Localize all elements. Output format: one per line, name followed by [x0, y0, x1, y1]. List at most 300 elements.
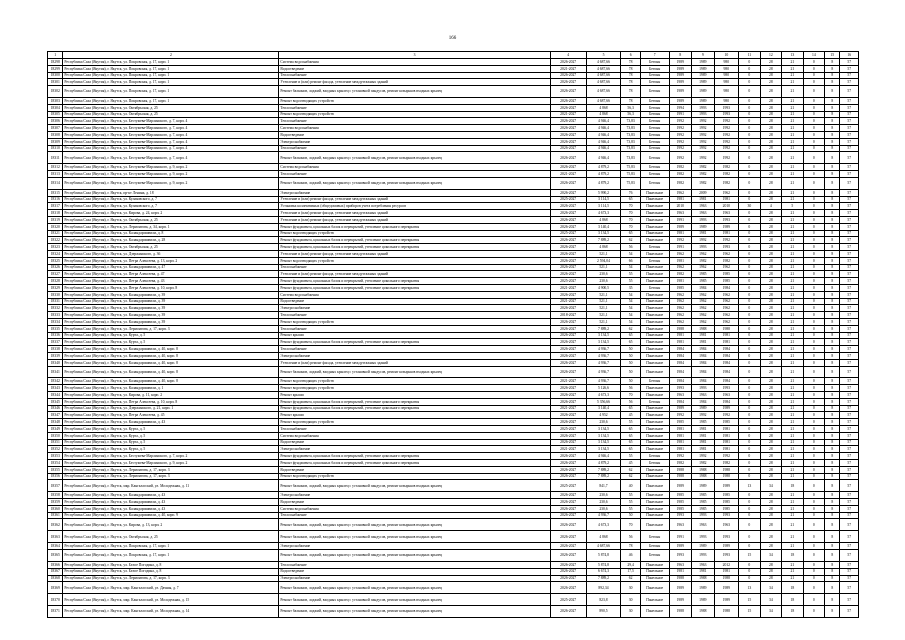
table-cell: 4 868: [586, 111, 621, 118]
table-cell: 4 936,7: [586, 366, 621, 378]
table-cell: 1984: [692, 398, 715, 405]
table-cell: 2026-2027: [550, 531, 586, 543]
table-row: [48, 244, 859, 251]
table-cell: 1992: [692, 132, 715, 139]
table-cell: 1985: [669, 284, 692, 291]
table-cell: Теплоснабжение: [279, 72, 550, 79]
table-cell: 18317: [48, 203, 63, 210]
table-cell: 0: [739, 164, 761, 171]
table-cell: 18338: [48, 346, 63, 353]
table-cell: 1985: [714, 278, 739, 285]
table-cell: 57: [840, 291, 859, 298]
table-cell: 0: [739, 230, 761, 237]
table-cell: 1984: [669, 366, 692, 378]
table-row: [48, 352, 859, 359]
table-cell: 0: [739, 98, 761, 105]
table-cell: 8: [825, 237, 840, 244]
column-number: 6: [621, 52, 640, 59]
table-cell: 4 936,7: [586, 346, 621, 353]
table-cell: Ремонт водоотводящих устройств: [279, 419, 550, 426]
table-cell: Бетонн: [640, 550, 669, 562]
table-cell: 8: [825, 312, 840, 319]
table-cell: 1963: [669, 519, 692, 531]
table-cell: 0: [803, 203, 825, 210]
table-cell: 57: [840, 575, 859, 582]
table-cell: 1993: [692, 512, 715, 519]
table-cell: Республика Саха (Якутия), г. Якутск, ул. Петра Алексеева, д. 13, корп. 2: [63, 257, 279, 264]
table-cell: Бетонн: [640, 138, 669, 145]
table-cell: 1963: [669, 210, 692, 217]
table-cell: Бетонн: [640, 164, 669, 171]
table-cell: Панельное: [640, 505, 669, 512]
table-cell: 2026-2027: [550, 359, 586, 366]
header-row: [48, 52, 859, 59]
table-cell: 1985: [714, 271, 739, 278]
table-cell: 1984: [692, 378, 715, 385]
table-cell: 8: [825, 98, 840, 105]
table-cell: 0: [739, 132, 761, 139]
table-cell: Республика Саха (Якутия), г. Якутск, ул. Каландаришвили, д. 39: [63, 312, 279, 319]
table-cell: 28: [760, 244, 782, 251]
table-cell: Ремонт фундамента, цокольных балок и перекрытий, утепление цокольного перекрытия: [279, 278, 550, 285]
table-cell: Панельное: [640, 582, 669, 594]
table-cell: 57: [840, 271, 859, 278]
table-cell: 57: [840, 480, 859, 492]
table-cell: 28: [760, 512, 782, 519]
table-cell: 0: [803, 291, 825, 298]
column-number: 1: [48, 52, 63, 59]
table-cell: 0: [803, 65, 825, 72]
table-cell: 1989: [692, 594, 715, 606]
table-cell: 8: [825, 480, 840, 492]
table-cell: 18327: [48, 271, 63, 278]
table-cell: 8: [825, 419, 840, 426]
table-cell: 0: [739, 145, 761, 152]
table-row: [48, 312, 859, 319]
table-cell: 54: [621, 251, 640, 258]
table-row: [48, 519, 859, 531]
table-cell: 2026-2027: [550, 189, 586, 196]
table-cell: 1991: [669, 531, 692, 543]
table-cell: Ремонт водоотводящих устройств: [279, 111, 550, 118]
table-cell: 21: [782, 339, 804, 346]
table-cell: Республика Саха (Якутия), г. Якутск, ул. Каландаришвили, д. 43: [63, 419, 279, 426]
table-cell: Электроснабжение: [279, 446, 550, 453]
table-cell: Водоотведение: [279, 499, 550, 506]
table-cell: 62: [621, 237, 640, 244]
table-cell: 3 114,5: [586, 203, 621, 210]
table-cell: Панельное: [640, 473, 669, 480]
table-cell: 1982: [669, 271, 692, 278]
table-cell: 21: [782, 543, 804, 550]
table-cell: 4 946,4: [586, 453, 621, 460]
table-cell: 1989: [669, 98, 692, 105]
table-cell: 8: [825, 145, 840, 152]
table-cell: Республика Саха (Якутия), г. Якутск, ул. Октябрьская, д. 25: [63, 531, 279, 543]
table-cell: Панельное: [640, 446, 669, 453]
table-cell: Республика Саха (Якутия), г. Якутск, ул. Лермонтова, д. 17, корп. 3: [63, 466, 279, 473]
table-cell: 28: [760, 72, 782, 79]
table-cell: 1989: [692, 405, 715, 412]
table-cell: Республика Саха (Якутия), г. Якутск, ул. Каландаришвили, д. 39: [63, 318, 279, 325]
table-cell: 21: [782, 419, 804, 426]
table-cell: 0: [739, 318, 761, 325]
table-cell: 2026-2027: [550, 98, 586, 105]
table-cell: 1989: [692, 72, 715, 79]
table-cell: 2026-2027: [550, 512, 586, 519]
table-cell: Республика Саха (Якутия), г. Якутск, ул. Дзержинского, д. 21, корп. 1: [63, 405, 279, 412]
table-cell: 1989: [714, 594, 739, 606]
table-cell: 2 594,04: [586, 257, 621, 264]
table-cell: 75,83: [621, 177, 640, 189]
table-cell: 521,1: [586, 298, 621, 305]
table-cell: 18371: [48, 606, 63, 618]
table-cell: 2025-2027: [550, 196, 586, 203]
table-cell: 1985: [714, 499, 739, 506]
table-cell: 21: [782, 284, 804, 291]
table-cell: 0: [803, 385, 825, 392]
table-cell: 8: [825, 352, 840, 359]
table-cell: 18: [782, 594, 804, 606]
table-cell: 18: [782, 606, 804, 618]
table-cell: Ремонт балконов, лоджий, входных крылец с установкой пандусов, ремонт козырьков входных крылец: [279, 594, 550, 606]
table-cell: 2026-2027: [550, 543, 586, 550]
table-cell: 28: [760, 284, 782, 291]
table-cell: Панельное: [640, 606, 669, 618]
table-cell: Панельное: [640, 305, 669, 312]
table-cell: Бетонн: [640, 257, 669, 264]
table-cell: 28: [760, 177, 782, 189]
table-cell: 1962: [714, 291, 739, 298]
table-cell: Республика Саха (Якутия), г. Якутск, ул. Бестужева-Марлинского, д. 7, корп. 2: [63, 453, 279, 460]
table-row: [48, 298, 859, 305]
table-cell: 8: [825, 118, 840, 125]
table-cell: 8: [825, 412, 840, 419]
table-row: [48, 257, 859, 264]
table-cell: 62: [621, 473, 640, 480]
table-cell: Республика Саха (Якутия), г. Якутск, ул. Лермонтова, д. 34, корп. 1: [63, 223, 279, 230]
table-cell: 28: [760, 412, 782, 419]
table-cell: 18305: [48, 111, 63, 118]
table-cell: 21: [782, 251, 804, 258]
table-cell: Республика Саха (Якутия), г. Якутск, ул. Бестужева-Марлинского, д. 9, корп. 2: [63, 164, 279, 171]
column-number: 8: [669, 52, 692, 59]
table-cell: 1992: [669, 145, 692, 152]
table-cell: 18345: [48, 398, 63, 405]
table-cell: Система водоснабжения: [279, 432, 550, 439]
table-cell: 8: [825, 492, 840, 499]
table-cell: 1988: [692, 473, 715, 480]
table-cell: 21: [782, 152, 804, 164]
table-cell: 1989: [692, 543, 715, 550]
table-cell: 2026-2027: [550, 177, 586, 189]
table-cell: Бетонн: [640, 125, 669, 132]
table-cell: 1989: [692, 79, 715, 86]
column-number: 7: [640, 52, 669, 59]
table-cell: 1988: [669, 606, 692, 618]
table-cell: 0: [739, 79, 761, 86]
table-cell: Республика Саха (Якутия), г. Якутск, ул. Покровская, д. 17, корп. 1: [63, 72, 279, 79]
table-cell: 8: [825, 512, 840, 519]
table-cell: 0: [803, 575, 825, 582]
table-cell: 0: [803, 318, 825, 325]
table-cell: 1989: [714, 543, 739, 550]
table-cell: 21: [782, 278, 804, 285]
table-cell: 0: [803, 512, 825, 519]
table-cell: 65: [621, 339, 640, 346]
table-cell: 0: [739, 575, 761, 582]
table-cell: 0: [803, 325, 825, 332]
table-cell: 1984: [669, 378, 692, 385]
table-cell: Панельное: [640, 318, 669, 325]
table-cell: 1984: [692, 366, 715, 378]
table-cell: 1985: [714, 492, 739, 499]
table-cell: Республика Саха (Якутия), г. Якутск, ул. Каландаришвили, д. 1: [63, 385, 279, 392]
table-cell: 4 687,66: [586, 72, 621, 79]
table-cell: 1984: [692, 346, 715, 353]
table-cell: 1992: [692, 152, 715, 164]
table-cell: 230,6: [586, 419, 621, 426]
table-cell: 7 889,2: [586, 325, 621, 332]
table-cell: Республика Саха (Якутия), г. Якутск, ул. Каландаришвили, д. 40, корп. 8: [63, 352, 279, 359]
table-cell: 18318: [48, 210, 63, 217]
table-cell: 4 946,4: [586, 145, 621, 152]
table-cell: 57: [840, 359, 859, 366]
table-cell: Утепление и (или) ремонт фасада, утепление междуэтажных зданий: [279, 210, 550, 217]
table-cell: 0: [739, 177, 761, 189]
table-cell: 1981: [714, 230, 739, 237]
table-row: [48, 318, 859, 325]
table-cell: 2026-2027: [550, 412, 586, 419]
table-cell: 1962: [692, 251, 715, 258]
table-cell: 57: [840, 426, 859, 433]
table-cell: 1981: [714, 446, 739, 453]
table-cell: 1988: [692, 466, 715, 473]
table-cell: 57: [840, 492, 859, 499]
table-cell: Утепление и (или) ремонт фасада, утепление междуэтажных зданий: [279, 217, 550, 224]
table-cell: 4 868: [586, 531, 621, 543]
table-cell: 3 134,5: [586, 332, 621, 339]
table-cell: 1989: [669, 582, 692, 594]
table-cell: 21: [782, 519, 804, 531]
table-cell: Панельное: [640, 405, 669, 412]
table-cell: 28: [760, 210, 782, 217]
table-cell: Панельное: [640, 230, 669, 237]
table-cell: 28: [760, 217, 782, 224]
table-cell: 0: [803, 72, 825, 79]
table-cell: 18309: [48, 138, 63, 145]
table-cell: 1985: [692, 419, 715, 426]
table-cell: Республика Саха (Якутия), г. Якутск, ул. Кулаковского, д. 7: [63, 196, 279, 203]
table-cell: Республика Саха (Якутия), г. Якутск, ул. Курта, д. 5: [63, 439, 279, 446]
table-cell: 28: [760, 398, 782, 405]
table-cell: 18323: [48, 244, 63, 251]
table-row: [48, 568, 859, 575]
table-cell: 0: [739, 244, 761, 251]
table-cell: Ремонт балконов, лоджий, входных крылец с установкой пандусов, ремонт козырьков входных крылец: [279, 152, 550, 164]
table-cell: 8: [825, 339, 840, 346]
table-row: [48, 582, 859, 594]
table-cell: 1982: [714, 171, 739, 178]
table-cell: 2026-2027: [550, 366, 586, 378]
table-cell: 21: [782, 65, 804, 72]
table-cell: Республика Саха (Якутия), г. Якутск, ул. Бестужева-Марлинского, д. 9, корп. 2: [63, 460, 279, 467]
table-cell: 21: [782, 439, 804, 446]
table-cell: 0: [739, 278, 761, 285]
table-cell: 0: [739, 72, 761, 79]
table-cell: Республика Саха (Якутия), г. Якутск, ул. Курта, д. 5: [63, 332, 279, 339]
table-cell: 980: [714, 59, 739, 66]
table-cell: 8: [825, 505, 840, 512]
table-cell: 4 868: [586, 244, 621, 251]
table-cell: 1992: [669, 237, 692, 244]
table-cell: Панельное: [640, 217, 669, 224]
table-row: [48, 79, 859, 86]
table-cell: 8: [825, 210, 840, 217]
table-cell: 30: [621, 606, 640, 618]
table-cell: Водоотведение: [279, 132, 550, 139]
table-cell: 0: [803, 237, 825, 244]
table-cell: 21: [782, 72, 804, 79]
table-cell: 21: [782, 531, 804, 543]
table-cell: 57: [840, 385, 859, 392]
table-cell: 0: [739, 264, 761, 271]
table-row: [48, 138, 859, 145]
table-cell: 65: [621, 439, 640, 446]
table-cell: 8: [825, 378, 840, 385]
table-cell: 1993: [714, 512, 739, 519]
table-cell: 28: [760, 419, 782, 426]
table-cell: 0: [803, 284, 825, 291]
table-row: [48, 531, 859, 543]
table-row: [48, 466, 859, 473]
table-cell: 1989: [714, 223, 739, 230]
table-cell: Электроснабжение: [279, 305, 550, 312]
table-cell: 18299: [48, 65, 63, 72]
table-cell: 5 356,66: [586, 398, 621, 405]
table-cell: 1992: [714, 152, 739, 164]
table-cell: 1982: [714, 460, 739, 467]
table-cell: 1963: [692, 392, 715, 399]
table-cell: Ремонт балконов, лоджий, входных крылец с установкой пандусов, ремонт козырьков входных крылец: [279, 366, 550, 378]
table-cell: 21: [782, 346, 804, 353]
table-cell: 78: [621, 65, 640, 72]
table-cell: 28: [760, 359, 782, 366]
table-cell: 1981: [692, 439, 715, 446]
table-cell: 3 134,5: [586, 426, 621, 433]
table-row: [48, 392, 859, 399]
table-cell: 4 687,66: [586, 65, 621, 72]
table-cell: 0: [803, 244, 825, 251]
table-cell: Республика Саха (Якутия), г. Якутск, ул. Кирова, д. 13, корп. 2: [63, 519, 279, 531]
table-cell: Водоотведение: [279, 466, 550, 473]
table-cell: 21: [782, 132, 804, 139]
table-cell: 0: [739, 237, 761, 244]
table-cell: 8: [825, 473, 840, 480]
table-cell: 0: [803, 405, 825, 412]
table-cell: 0: [739, 196, 761, 203]
table-cell: 2026-2027: [550, 86, 586, 98]
table-cell: 8: [825, 196, 840, 203]
table-cell: 0: [803, 118, 825, 125]
table-cell: 18364: [48, 543, 63, 550]
table-cell: 0: [739, 217, 761, 224]
table-cell: Панельное: [640, 223, 669, 230]
table-cell: 21: [782, 79, 804, 86]
table-cell: 57: [840, 466, 859, 473]
table-cell: 18322: [48, 237, 63, 244]
table-row: [48, 104, 859, 111]
table-cell: 57: [840, 86, 859, 98]
table-cell: 0: [739, 505, 761, 512]
table-cell: 55: [621, 453, 640, 460]
table-cell: 28: [760, 171, 782, 178]
table-cell: 0: [739, 432, 761, 439]
table-cell: 73,83: [621, 138, 640, 145]
table-cell: Республика Саха (Якутия), г. Якутск, ул. Дзержинского, д. 36: [63, 251, 279, 258]
table-cell: 2026-2027: [550, 217, 586, 224]
table-cell: 1962: [669, 264, 692, 271]
table-cell: 1962: [669, 298, 692, 305]
table-cell: 1992: [714, 412, 739, 419]
table-cell: Бетонн: [640, 118, 669, 125]
table-cell: 28: [760, 332, 782, 339]
table-cell: 0: [803, 132, 825, 139]
table-cell: 18366: [48, 561, 63, 568]
table-cell: 4 673,3: [586, 519, 621, 531]
table-cell: 1988: [669, 473, 692, 480]
table-cell: 2026-2027: [550, 72, 586, 79]
table-cell: 18346: [48, 405, 63, 412]
table-cell: 1981: [692, 196, 715, 203]
table-cell: 2012: [714, 561, 739, 568]
table-cell: 2026-2027: [550, 473, 586, 480]
table-cell: 1988: [692, 575, 715, 582]
table-row: [48, 359, 859, 366]
table-cell: 2026-2027: [550, 505, 586, 512]
table-cell: 73,83: [621, 125, 640, 132]
table-cell: 1989: [692, 480, 715, 492]
table-cell: Панельное: [640, 519, 669, 531]
table-cell: 18335: [48, 325, 63, 332]
table-cell: 57: [840, 118, 859, 125]
table-cell: 2026-2027: [550, 519, 586, 531]
table-cell: 5: [782, 203, 804, 210]
table-cell: 28: [760, 65, 782, 72]
table-cell: Республика Саха (Якутия), г. Якутск, ул. Каландаришвили, д. 47: [63, 264, 279, 271]
table-cell: 2025-2027: [550, 426, 586, 433]
table-cell: Республика Саха (Якутия), г. Якутск, ул. Белое Погодина, д. 8: [63, 568, 279, 575]
table-cell: 1991: [669, 111, 692, 118]
table-cell: 2025-2027: [550, 278, 586, 285]
table-cell: Ремонт водоотводящих устройств: [279, 98, 550, 105]
table-cell: 18350: [48, 432, 63, 439]
table-cell: 1988: [692, 606, 715, 618]
table-cell: Установка коллективных (общедомовых) приборов учета потребления ресурсов: [279, 203, 550, 210]
table-cell: Республика Саха (Якутия), г. Якутск, ул. Покровская, д. 17, корп. 1: [63, 98, 279, 105]
table-cell: 18357: [48, 480, 63, 492]
table-cell: 0: [803, 257, 825, 264]
table-cell: 0: [739, 325, 761, 332]
table-cell: 57: [840, 298, 859, 305]
table-cell: 57: [840, 264, 859, 271]
table-cell: 0: [803, 177, 825, 189]
table-cell: 1988: [669, 575, 692, 582]
table-cell: 57: [840, 392, 859, 399]
table-cell: Республика Саха (Якутия), г. Якутск, ул. Каландаришвили, д. 39: [63, 298, 279, 305]
table-cell: Теплоснабжение: [279, 264, 550, 271]
table-cell: 0: [739, 359, 761, 366]
